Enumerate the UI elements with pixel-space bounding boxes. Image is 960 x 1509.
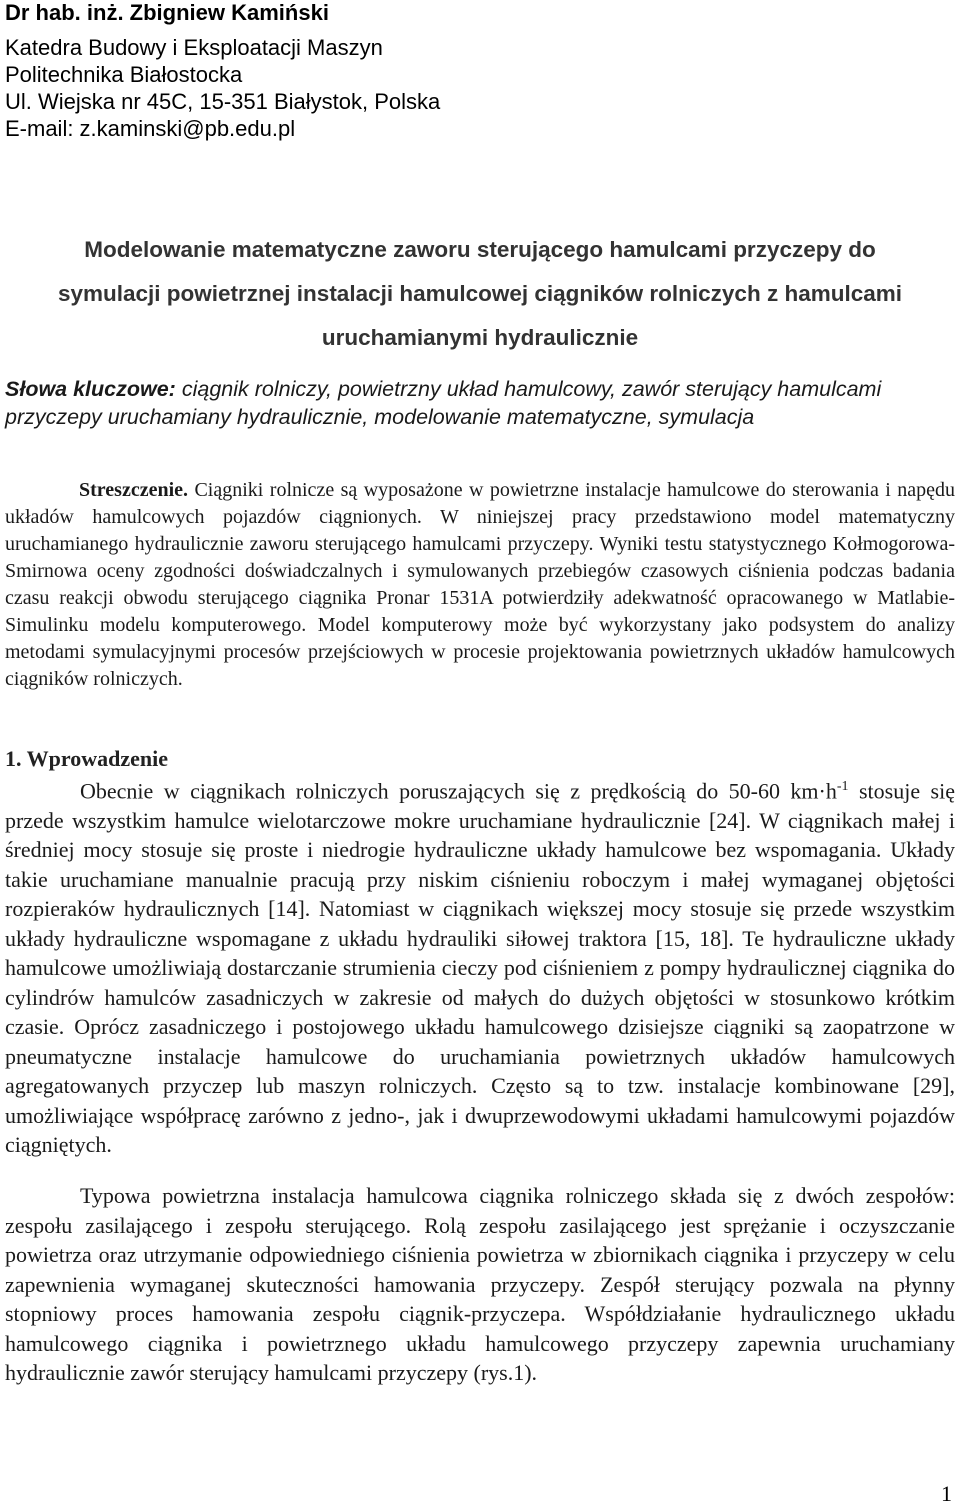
title-line-1: Modelowanie matematyczne zaworu sterującego hamulcami przyczepy do (84, 237, 876, 262)
affiliation-department: Katedra Budowy i Eksploatacji Maszyn (5, 35, 383, 60)
affiliation-address: Ul. Wiejska nr 45C, 15-351 Białystok, Polska (5, 89, 441, 114)
title-line-3: uruchamianymi hydraulicznie (321, 325, 639, 350)
author-name: Dr hab. inż. Zbigniew Kamiński (5, 0, 329, 25)
keywords (5, 375, 955, 431)
keywords-label: Słowa kluczowe: (5, 377, 176, 401)
unit-exponent: -1 (836, 779, 849, 794)
introduction-paragraph-2: Typowa powietrzna instalacja hamulcowa ciągnika rolniczego składa się z dwóch zespołów: zespołu zasilającego i zespołu sterującego. Rolą zespołu zasilającego jest sprężanie i oczyszczanie powietrza oraz utrzymanie odpowiedniego ciśnienia powietrza w zbiornikach ciągnika i przyczepy w celu zapewnienia wymaganej skuteczności hamowania przyczepy. Zespół sterujący pozwala na płynny stopniowy proces hamowania zespołu ciągnik-przyczepa. Współdziałanie hydraulicznego układu hamulcowego ciągnika i powietrznego układu hamulcowego przyczepy zapewnia uruchamiany hydraulicznie zawór sterujący hamulcami przyczepy (rys.1). (5, 1183, 955, 1385)
author-block (5, 0, 945, 142)
section-heading-introduction: 1. Wprowadzenie (5, 746, 168, 771)
abstract (5, 477, 955, 693)
abstract-text: Ciągniki rolnicze są wyposażone w powietrzne instalacje hamulcowe do sterowania i napędu układów hamulcowych pojazdów ciągnionych. W niniejszej pracy przedstawiono model matematyczny uruchamianego hydraulicznie zaworu sterującego hamulcami przyczepy. Wyniki testu statystycznego Kołmogorowa-Smirnowa oceny zgodności doświadczalnych i symulowanych przebiegów czasowych ciśnienia podczas badania czasu reakcji obwodu sterującego ciągnika Pronar 1531A potwierdziły adekwatność opracowanego w Matlabie-Simulinku modelu komputerowego. Model komputerowy może być wykorzystany jako podsystem do analizy metodami symulacyjnymi procesów przejściowych w procesie projektowania powietrznych układów hamulcowych ciągników rolniczych. (5, 479, 955, 690)
paper-title (0, 228, 960, 360)
introduction-paragraph-1 (5, 772, 955, 1160)
intro-para1-text-a: Obecnie w ciągnikach rolniczych poruszających się z prędkością do 50-60 km·h (80, 778, 837, 804)
keywords-text: ciągnik rolniczy, powietrzny układ hamulcowy, zawór sterujący hamulcami przyczepy uruchamiany hydraulicznie, modelowanie matematyczne, symulacja (5, 377, 882, 429)
intro-para1-text-b: stosuje się przede wszystkim hamulce wielotarczowe mokre uruchamiane hydraulicznie [24]. W ciągnikach małej i średniej mocy stosuje się proste i niedrogie hydrauliczne układy hamulcowe bez wspomagania. Układy takie uruchamiane manualnie pracują przy niskim ciśnieniu roboczym i małej wymaganej objętości rozpieraków hydraulicznych [14]. Natomiast w ciągnikach większej mocy stosuje się przede wszystkim układy hydrauliczne wspomagane z układu hydrauliki siłowej traktora [15, 18]. Te hydrauliczne układy hamulcowe umożliwiają dostarczanie strumienia cieczy pod ciśnieniem z pompy hydraulicznej ciągnika do cylindrów hamulców zasadniczych w zakresie od małych do dużych objętości w stosunkowo krótkim czasie. Oprócz zasadniczego i postojowego układu hamulcowego dzisiejsze ciągniki są zaopatrzone w pneumatyczne instalacje hamulcowe do uruchamiania powietrznych układów hamulcowych agregatowanych przyczep lub maszyn rolniczych. Często są to tzw. instalacje kombinowane [29], umożliwiające współpracę zarówno z jedno-, jak i dwuprzewodowymi układami hamulcowymi pojazdów ciągniętych. (5, 778, 955, 1158)
abstract-label: Streszczenie. (79, 479, 189, 501)
affiliation-university: Politechnika Białostocka (5, 62, 243, 87)
title-line-2: symulacji powietrznej instalacji hamulcowej ciągników rolniczych z hamulcami (57, 281, 902, 306)
page-number: 1 (941, 1481, 952, 1506)
affiliation-email: E-mail: z.kaminski@pb.edu.pl (5, 116, 296, 141)
